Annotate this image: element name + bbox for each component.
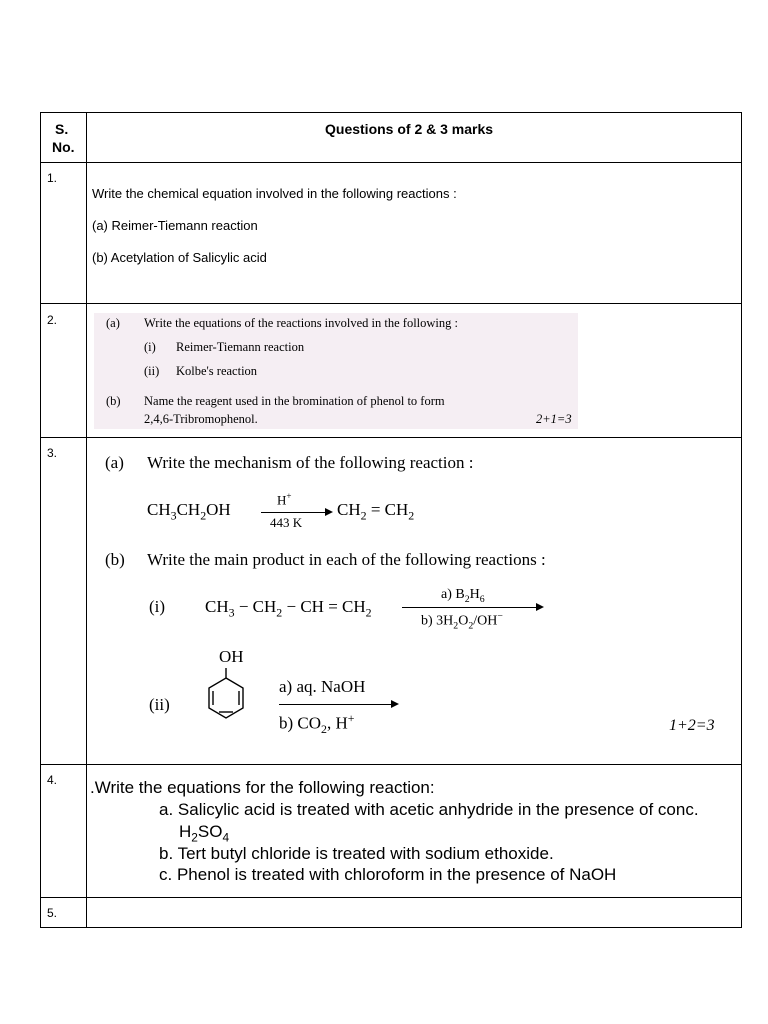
questions-header: Questions of 2 & 3 marks <box>325 121 494 137</box>
eq2-below-arrow: b) $3H_2O_2/OH^-$ <box>421 611 503 632</box>
eq3-below-arrow: b) $CO_2$, H+ <box>279 711 355 737</box>
column-divider <box>86 113 87 927</box>
q4-part-a-cont: $H_2SO_4$ <box>179 822 230 845</box>
arrowhead-icon <box>536 603 544 611</box>
eq1-above-arrow: H+ <box>277 491 292 508</box>
q3-ii-label: (ii) <box>149 695 170 714</box>
q2-i-label: (i) <box>144 340 156 354</box>
q1-part-a: (a) Reimer-Tiemann reaction <box>92 218 258 233</box>
row-divider <box>41 303 741 304</box>
eq3-above-arrow: a) aq. NaOH <box>279 677 366 696</box>
arrowhead-icon <box>325 508 333 516</box>
row-divider <box>41 897 741 898</box>
q2-a-text: Write the equations of the reactions involved in the following : <box>144 316 459 330</box>
reaction-arrow-icon <box>402 607 538 608</box>
eq1-product: $CH_2 = CH_2$ <box>337 500 415 523</box>
sno-header-line2: No. <box>52 139 75 155</box>
q3-i-label: (i) <box>149 597 166 616</box>
q2-b-text-1: Name the reagent used in the bromination of phenol to form <box>144 394 445 408</box>
row-number: 2. <box>47 313 58 327</box>
q2-b-text-2: 2,4,6-Tribromophenol. <box>144 412 258 426</box>
q1-part-b: (b) Acetylation of Salicylic acid <box>92 250 267 265</box>
q1-intro: Write the chemical equation involved in the following reactions : <box>92 186 457 201</box>
q4-intro: .Write the equations for the following reaction: <box>90 778 435 797</box>
row-number: 3. <box>47 446 58 460</box>
q4-part-b: b. Tert butyl chloride is treated with sodium ethoxide. <box>159 844 554 863</box>
row-number: 4. <box>47 773 58 787</box>
reaction-arrow-icon <box>279 704 393 705</box>
q2-i-text: Reimer-Tiemann reaction <box>176 340 305 354</box>
eq2-reactant: $CH_3 - CH_2$ − CH = $CH_2$ <box>205 597 372 620</box>
sno-header-line1: S. <box>55 121 69 137</box>
reaction-arrow-icon <box>261 512 327 513</box>
row-number: 1. <box>47 171 58 185</box>
row-divider <box>41 437 741 438</box>
q2-b-label: (b) <box>106 394 121 408</box>
row-divider <box>41 162 741 163</box>
eq1-below-arrow: 443 K <box>270 515 303 530</box>
q2-ii-label: (ii) <box>144 364 160 378</box>
scanned-question-2 <box>94 313 578 429</box>
q2-marks: 2+1=3 <box>536 412 572 426</box>
oh-label: OH <box>219 647 244 666</box>
q4-part-c: c. Phenol is treated with chloroform in the presence of NaOH <box>159 865 617 884</box>
q3-b-text: Write the main product in each of the following reactions : <box>147 550 546 569</box>
q2-a-label: (a) <box>106 316 120 330</box>
q4-part-a: a. Salicylic acid is treated with acetic anhydride in the presence of conc. <box>159 800 699 819</box>
row-number: 5. <box>47 906 58 920</box>
arrowhead-icon <box>391 700 399 708</box>
q3-a-label: (a) <box>105 453 124 472</box>
benzene-ring-icon <box>201 668 251 724</box>
q3-marks: 1+2=3 <box>669 717 715 734</box>
questions-table <box>40 112 742 928</box>
row-divider <box>41 764 741 765</box>
eq1-reactant: $CH_3CH_2OH$ <box>147 500 231 523</box>
eq2-above-arrow: a) $B_2H_6$ <box>441 587 485 605</box>
q3-a-text: Write the mechanism of the following reaction : <box>147 453 474 472</box>
q3-b-label: (b) <box>105 550 125 569</box>
q2-ii-text: Kolbe's reaction <box>176 364 258 378</box>
